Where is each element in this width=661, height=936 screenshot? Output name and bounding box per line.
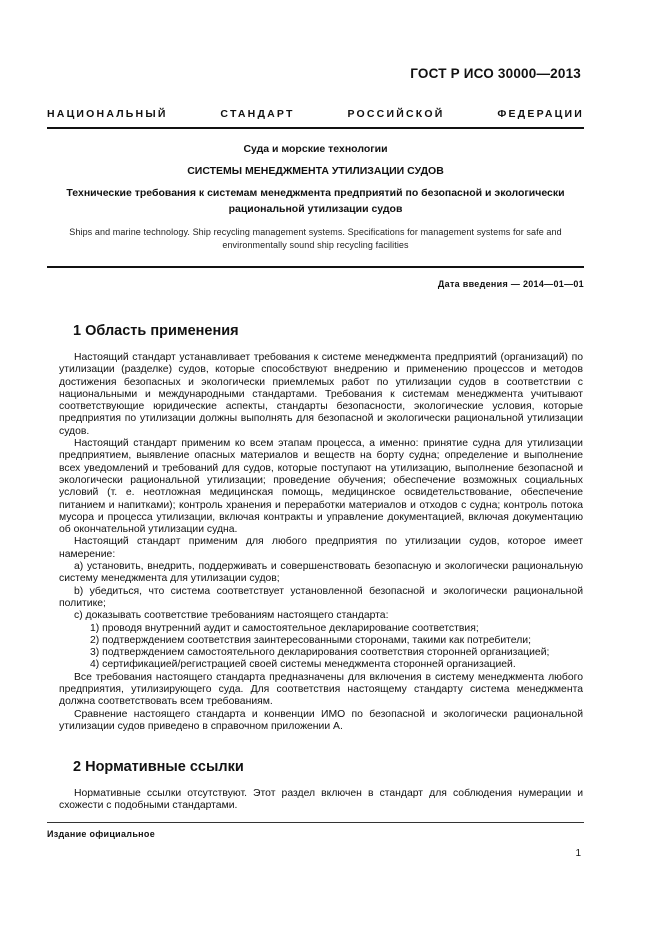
list-item: 4) сертификацией/регистрацией своей системы менеджмента сторонней организацией.	[90, 659, 516, 671]
footer-rule	[47, 822, 584, 823]
list-item: b) убедиться, что система соответствует установленной безопасной и экологически рациональной политике;	[59, 585, 583, 609]
official-edition-note: Издание официальное	[47, 829, 156, 839]
list-item: c) доказывать соответствие требованиям настоящего стандарта:	[74, 610, 389, 622]
title-line-2: СИСТЕМЫ МЕНЕДЖМЕНТА УТИЛИЗАЦИИ СУДОВ	[187, 165, 444, 177]
paragraph: Настоящий стандарт применим ко всем этапам процесса, а именно: принятие судна для утилизации предприятием, выявление опасных материалов и веществ на борту судна; определение и выполнение всех уведомлений и требований для судов, которые поступают на утилизацию, выполнение безопасной и экологически рациональной утилизации; проведение обучения; обеспечение возможных социальных условий (т. е. неотложная медицинская помощь, медицинское освидетельствование, обеспечение питанием и напитками); контроль хранения и переработки материалов и отходов с судна; контроль потока мусора и процесса утилизации, включая контракты и управление документацией, включая документацию об окончательной утилизации судна.	[59, 438, 583, 536]
list-item: a) установить, внедрить, поддерживать и совершенствовать безопасную и экологически рациональную систему менеджмента для утилизации судов;	[59, 561, 583, 585]
paragraph: Сравнение настоящего стандарта и конвенции ИМО по безопасной и экологически рациональной утилизации судов приведено в справочном приложении А.	[59, 708, 583, 732]
english-title: Ships and marine technology. Ship recycling management systems. Specifications for management systems for safe and environmentally sound ship recycling facilities	[69, 227, 562, 250]
page-number: 1	[575, 848, 581, 859]
introduction-date: Дата введения — 2014—01—01	[437, 279, 584, 289]
section-2-body	[59, 788, 583, 813]
national-standard-banner: НАЦИОНАЛЬНЫЙ СТАНДАРТ РОССИЙСКОЙ ФЕДЕРАЦИИ	[47, 108, 584, 120]
section-1-heading: 1 Область применения	[73, 323, 239, 339]
paragraph: Все требования настоящего стандарта предназначены для включения в систему менеджмента любого предприятия, утилизирующего суда. Для соответствия настоящему стандарту система менеджмента должна соответствовать всем требованиям.	[59, 671, 583, 708]
header-rule	[47, 127, 584, 129]
gost-code: ГОСТ Р ИСО 30000—2013	[410, 66, 581, 81]
paragraph: Настоящий стандарт устанавливает требования к системе менеджмента предприятий (организаций) по утилизации (разделке) судов, которые способствуют внедрению и применению процессов и методов достижения безопасных и экологически приемлемых работ по утилизации судов в соответствии с национальными и международными стандартами. Требования к системам менеджмента учитывают соответствующие юридические аспекты, стандарты безопасности, экологические условия, которые предприятия по утилизации должны выполнять для безопасной и экологически рациональной утилизации судов.	[59, 352, 583, 437]
title-line-1: Суда и морские технологии	[243, 143, 388, 155]
list-item: 1) проводя внутренний аудит и самостоятельное декларирование соответствия;	[90, 622, 479, 634]
paragraph: Нормативные ссылки отсутствуют. Этот раздел включен в стандарт для соблюдения нумерации и схожести с подобными стандартами.	[59, 788, 583, 812]
title-rule	[47, 266, 584, 268]
list-item: 3) подтверждением самостоятельного декларирования соответствия сторонней организацией;	[90, 647, 550, 659]
list-item: 2) подтверждением соответствия заинтересованными сторонами, такими как потребители;	[90, 634, 531, 646]
section-1-body	[59, 352, 583, 733]
section-2-heading: 2 Нормативные ссылки	[73, 759, 244, 775]
paragraph: Настоящий стандарт применим для любого предприятия по утилизации судов, которое имеет намерение:	[59, 536, 583, 560]
title-line-3: Технические требования к системам менеджмента предприятий по безопасной и экологически рациональной утилизации судов	[66, 187, 565, 215]
